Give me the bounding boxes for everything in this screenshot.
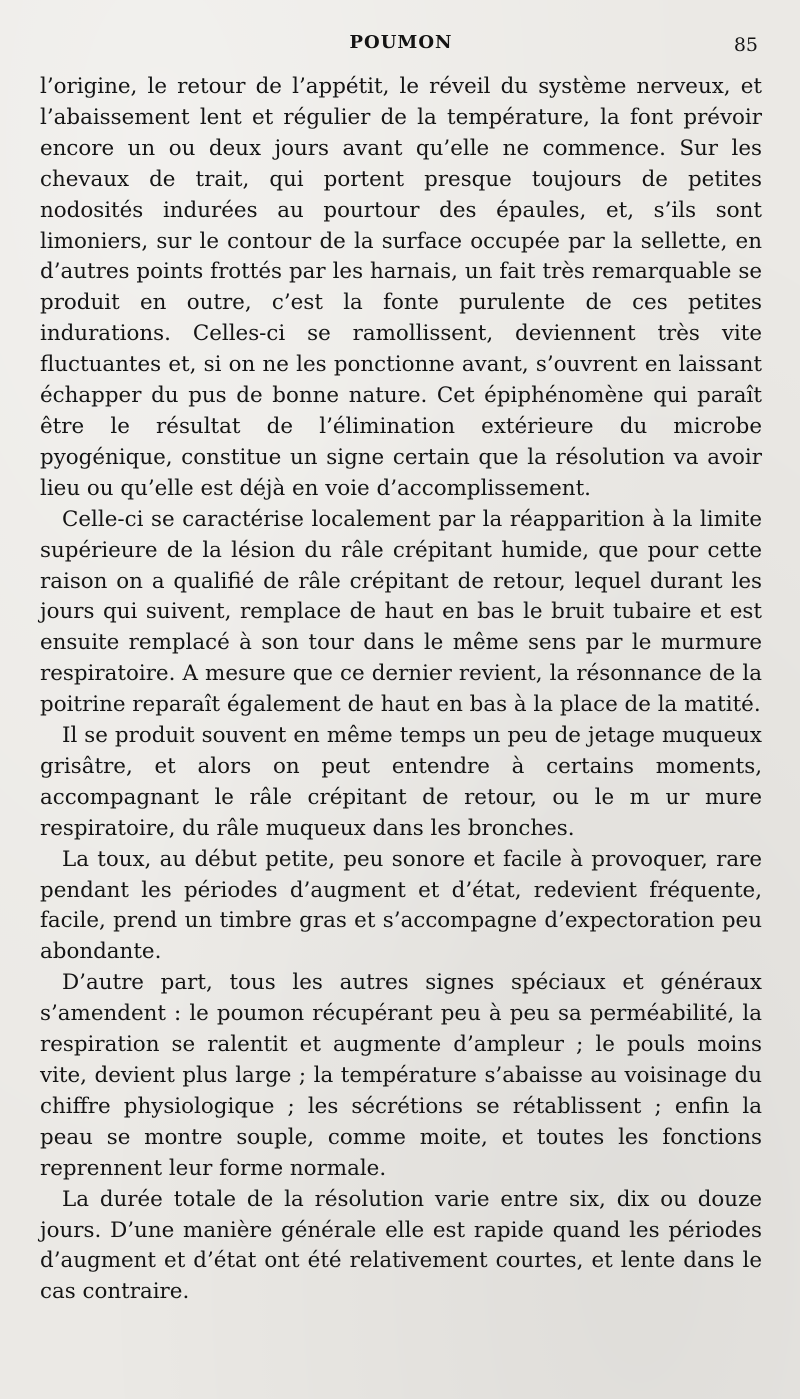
paragraph: La durée totale de la résolution varie entre six, dix ou douze jours. D’une manière générale elle est rapide quand les périodes d’augment et d’état ont été relativement courtes, et lente dans le cas contraire. [40,1186,762,1305]
paragraph: La toux, au début petite, peu sonore et facile à provoquer, rare pendant les périodes d’augment et d’état, redevient fréquente, facile, prend un timbre gras et s’accompagne d’expectoration peu abondante. [40,846,762,965]
running-title: POUMON [349,32,453,53]
paragraph: D’autre part, tous les autres signes spéciaux et généraux s’amendent : le poumon récupérant peu à peu sa perméabilité, la respiration se ralentit et augmente d’ampleur ; le pouls moins vite, devient plus large ; la température s’abaisse au voisinage du chiffre physiologique ; les sécrétions se rétablissent ; enfin la peau se montre souple, comme moite, et toutes les fonctions reprennent leur forme normale. [40,970,762,1181]
paragraph: Celle-ci se caractérise localement par la réapparition à la limite supérieure de la lésion du râle crépitant humide, que pour cette raison on a qualifié de râle crépitant de retour, lequel durant les jours qui suivent, remplace de haut en bas le bruit tubaire et est ensuite remplacé à son tour dans le même sens par le murmure respiratoire. A mesure que ce dernier revient, la résonnance de la poitrine reparaît également de haut en bas à la place de la matité. [40,506,762,718]
running-head [40,30,762,60]
page-number: 85 [733,34,758,56]
body-text [40,72,762,1308]
paragraph: Il se produit souvent en même temps un peu de jetage muqueux grisâtre, et alors on peut entendre à certains moments, accompagnant le râle crépitant de retour, ou le m ur mure respiratoire, du râle muqueux dans les bronches. [40,723,762,841]
paragraph-continued: l’origine, le retour de l’appétit, le réveil du système nerveux, et l’abaissement lent et régulier de la température, la font prévoir encore un ou deux jours avant qu’elle ne commence. Sur les chevaux de trait, qui portent presque toujours de petites nodosités indurées au pourtour des épaules, et, s’ils sont limoniers, sur le contour de la surface occupée par la sellette, en d’autres points frottés par les harnais, un fait très remarquable se produit en outre, c’est la fonte purulente de ces petites indurations. Celles-ci se ramollissent, deviennent très vite fluctuantes et, si on ne les ponctionne avant, s’ouvrent en laissant échapper du pus de bonne nature. Cet épiphénomène qui paraît être le résultat de l’élimination extérieure du microbe pyogénique, constitue un signe certain que la résolution va avoir lieu ou qu’elle est déjà en voie d’accomplissement. [40,74,762,501]
